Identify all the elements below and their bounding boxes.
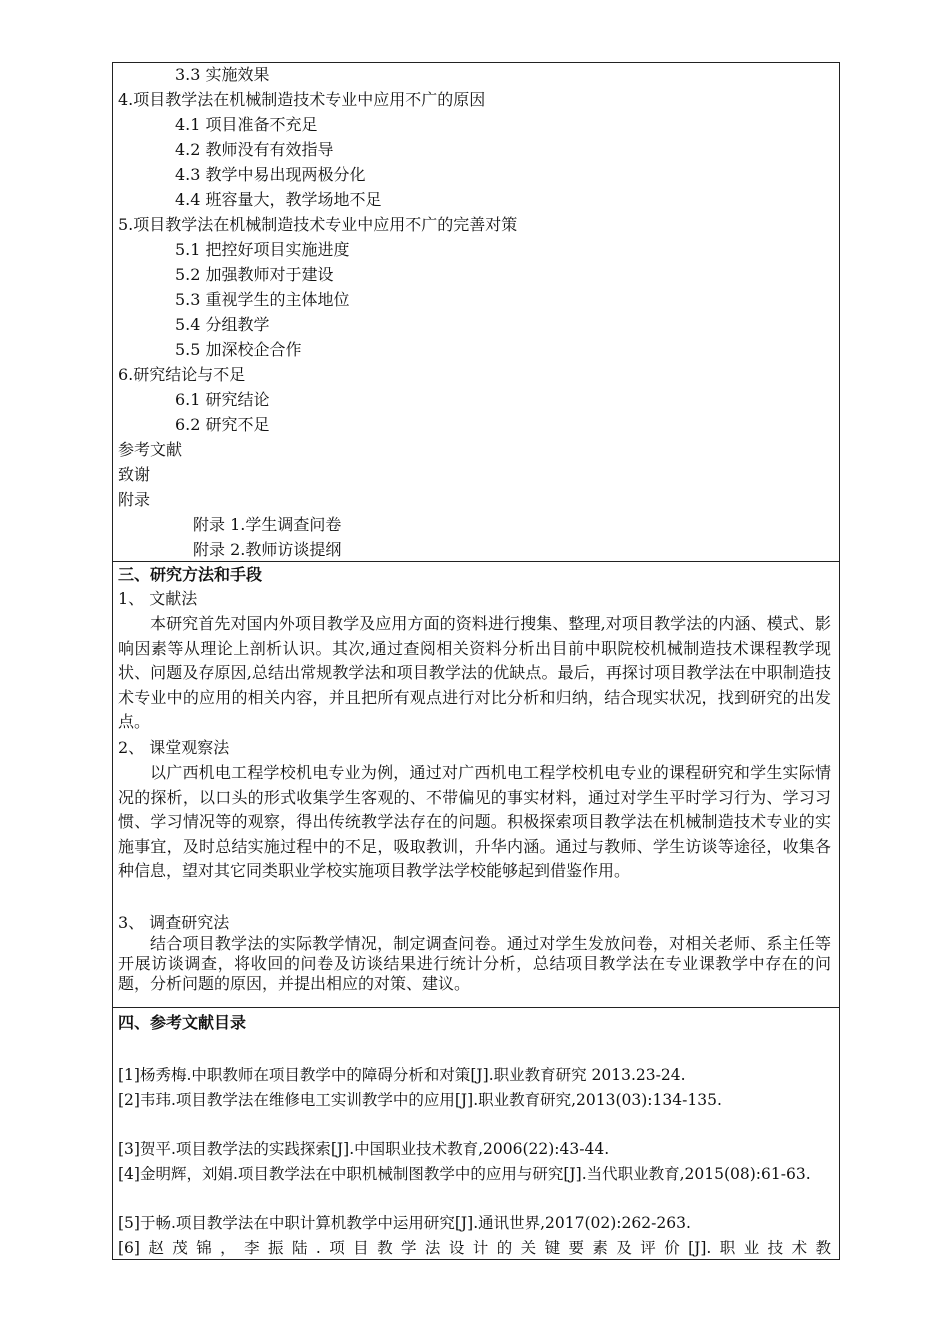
outline-item: 4.4 班容量大，教学场地不足 xyxy=(175,190,382,209)
outline-item: 附录 xyxy=(118,490,151,509)
section-title: 四、参考文献目录 xyxy=(118,1013,247,1032)
outline-item: 4.项目教学法在机械制造技术专业中应用不广的原因 xyxy=(118,90,486,109)
outline-item: 6.1 研究结论 xyxy=(175,390,270,409)
outline-item: 5.项目教学法在机械制造技术专业中应用不广的完善对策 xyxy=(118,215,518,234)
reference-item: [4]金明辉，刘娟.项目教学法在中职机械制图教学中的应用与研究[J].当代职业教育,2015(08):61-63. xyxy=(118,1165,811,1183)
reference-item: [2]韦玮.项目教学法在维修电工实训教学中的应用[J].职业教育研究,2013(03):134-135. xyxy=(118,1091,722,1109)
reference-item: [5]于畅.项目教学法在中职计算机教学中运用研究[J].通讯世界,2017(02):262-263. xyxy=(118,1214,691,1232)
outline-item: 4.1 项目准备不充足 xyxy=(175,115,318,134)
method-paragraph: 本研究首先对国内外项目教学及应用方面的资料进行搜集、整理,对项目教学法的内涵、模式、影响因素等从理论上剖析认识。其次,通过查阅相关资料分析出目前中职院校机械制造技术课程教学现状、问题及存原因,总结出常规教学法和项目教学法的优缺点。最后，再探讨项目教学法在中职制造技术专业中的应用的相关内容，并且把所有观点进行对比分析和归纳，结合现实状况，找到研究的出发点。 xyxy=(118,614,831,732)
outline-item: 附录 2.教师访谈提纲 xyxy=(193,540,342,559)
outline-item: 6.研究结论与不足 xyxy=(118,365,246,384)
outline-item: 5.4 分组教学 xyxy=(175,315,270,334)
reference-item: [3]贺平.项目教学法的实践探索[J].中国职业技术教育,2006(22):43-44. xyxy=(118,1140,610,1158)
reference-item: [6]赵茂锦，李振陆.项目教学法设计的关键要素及评价[J].职业技术教 xyxy=(118,1239,831,1257)
form-table xyxy=(112,62,840,1260)
methods-section xyxy=(113,562,839,1008)
method-heading: 3、 调查研究法 xyxy=(118,913,230,932)
outline-item: 4.2 教师没有有效指导 xyxy=(175,140,334,159)
method-heading: 1、 文献法 xyxy=(118,589,198,608)
outline-item: 参考文献 xyxy=(118,440,183,459)
reference-item: [1]杨秀梅.中职教师在项目教学中的障碍分析和对策[J].职业教育研究 2013.23-24. xyxy=(118,1066,686,1084)
outline-item: 致谢 xyxy=(118,465,151,484)
outline-section xyxy=(113,63,839,562)
outline-item: 6.2 研究不足 xyxy=(175,415,270,434)
outline-item: 附录 1.学生调查问卷 xyxy=(193,515,342,534)
outline-item: 3.3 实施效果 xyxy=(175,65,270,84)
outline-item: 5.5 加深校企合作 xyxy=(175,340,302,359)
method-heading: 2、 课堂观察法 xyxy=(118,738,230,757)
references-section xyxy=(113,1008,839,1259)
outline-item: 4.3 教学中易出现两极分化 xyxy=(175,165,366,184)
section-title: 三、研究方法和手段 xyxy=(118,565,263,584)
method-paragraph: 结合项目教学法的实际教学情况，制定调查问卷。通过对学生发放问卷，对相关老师、系主任等开展访谈调查，将收回的问卷及访谈结果进行统计分析，总结项目教学法在专业课教学中存在的问题，分析问题的原因，并提出相应的对策、建议。 xyxy=(118,934,831,993)
outline-item: 5.3 重视学生的主体地位 xyxy=(175,290,350,309)
outline-item: 5.2 加强教师对于建设 xyxy=(175,265,334,284)
outline-item: 5.1 把控好项目实施进度 xyxy=(175,240,350,259)
method-paragraph: 以广西机电工程学校机电专业为例，通过对广西机电工程学校机电专业的课程研究和学生实际情况的探析，以口头的形式收集学生客观的、不带偏见的事实材料，通过对学生平时学习行为、学习习惯、学习情况等的观察，得出传统教学法存在的问题。积极探索项目教学法在机械制造技术专业的实施事宜，及时总结实施过程中的不足，吸取教训，升华内涵。通过与教师、学生访谈等途径，收集各种信息，望对其它同类职业学校实施项目教学法学校能够起到借鉴作用。 xyxy=(118,763,831,881)
